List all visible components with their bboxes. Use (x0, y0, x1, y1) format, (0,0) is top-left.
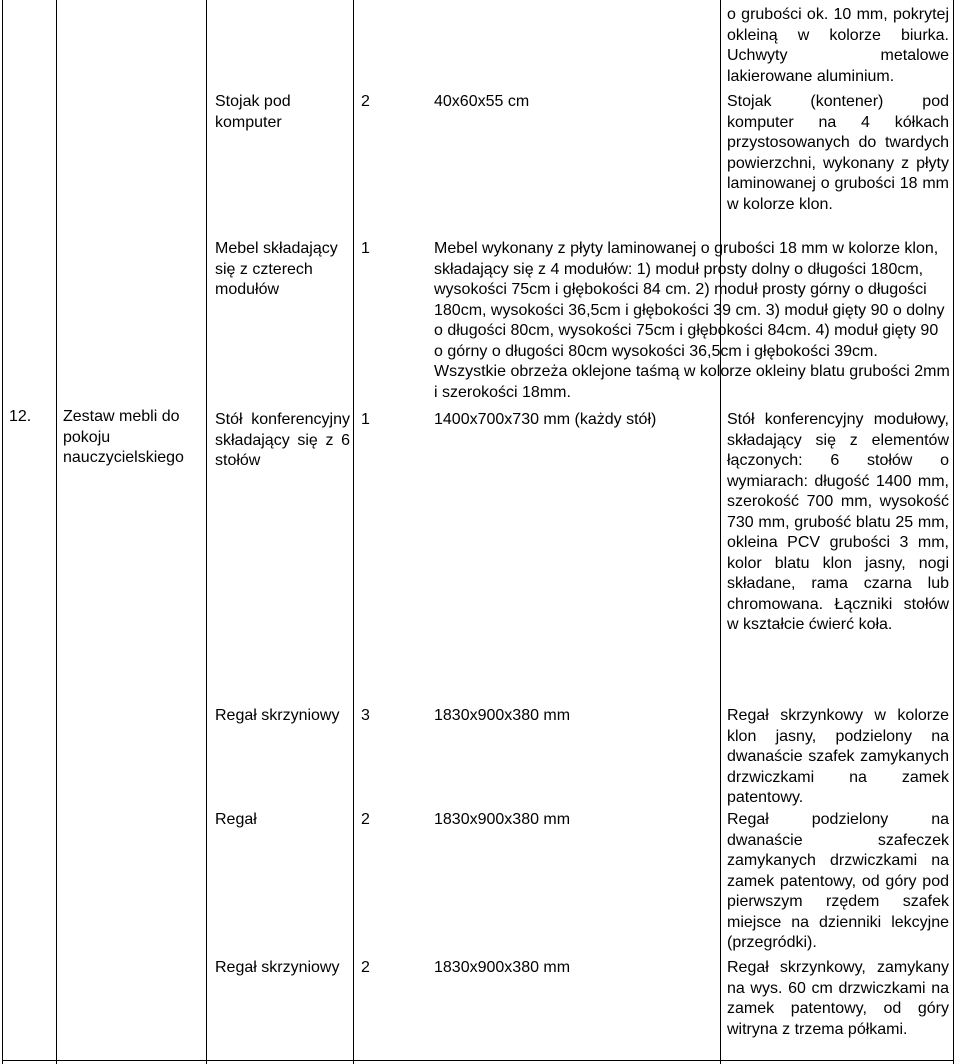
item-name: Regał skrzyniowy (215, 959, 340, 976)
item-name: Mebel składający się z czterech modułów (215, 240, 338, 298)
column-divider-1 (56, 0, 57, 1064)
item-name: Regał skrzyniowy (215, 707, 340, 724)
set-name: Zestaw mebli do pokoju nauczycielskiego (63, 408, 184, 466)
item-name: Regał (215, 811, 257, 828)
item-dimensions: 1830x900x380 mm (434, 811, 571, 828)
item-name: Stojak pod komputer (215, 93, 291, 131)
item-description: Stojak (kontener) pod komputer na 4 kółkach przystosowanych do twardych powierzchni, wykonany z płyty laminowanej o grubości 18 mm w kolorze klon. (727, 93, 949, 213)
item-quantity: 2 (361, 93, 370, 110)
item-quantity: 1 (361, 411, 370, 428)
item-description: Stół konferencyjny modułowy, składający się z elementów łączonych: 6 stołów o wymiarach: długość 1400 mm, szerokość 700 mm, wysokość 730 mm, grubość blatu 25 mm, okleina PCV grubości 3 mm, kolor blatu klon jasny, nogi składane, rama czarna lub chromowana. Łączniki stołów w kształcie ćwierć koła. (727, 411, 949, 633)
item-dimensions: 1830x900x380 mm (434, 707, 571, 724)
column-divider-3 (353, 0, 354, 1064)
item-description: o grubości ok. 10 mm, pokrytej okleiną w kolorze biurka. Uchwyty metalowe lakierowane aluminium. (727, 6, 949, 85)
row-number: 12. (9, 408, 32, 425)
item-quantity: 1 (361, 240, 370, 257)
item-description: Regał podzielony na dwanaście szafeczek zamykanych drzwiczkami na zamek patentowy, od góry pod pierwszym rzędem szafek miejsce na dzienniki lekcyjne (przegródki). (727, 811, 949, 951)
item-dimensions: 1400x700x730 mm (każdy stół) (434, 411, 657, 428)
item-quantity: 2 (361, 959, 370, 976)
table-border-left (2, 0, 3, 1064)
table-border-bottom (2, 1060, 954, 1061)
item-quantity: 3 (361, 707, 370, 724)
item-description: Mebel wykonany z płyty laminowanej o grubości 18 mm w kolorze klon, składający się z 4 modułów: 1) moduł prosty dolny o długości 180cm, wysokości 75cm i głębokości 84 cm. 2) moduł prosty górny o długości 180cm, wysokości 36,5cm i głębokości 39 cm. 3) moduł gięty 90 o dolny o długości 80cm, wysokości 75cm i głębokości 84cm. 4) moduł gięty 90 o górny o długości 80cm wysokości 36,5cm i głębokości 39cm. Wszystkie obrzeża oklejone taśmą w kolorze okleiny blatu grubości 2mm i szerokości 18mm. (434, 240, 950, 401)
item-description: Regał skrzynkowy w kolorze klon jasny, podzielony na dwanaście szafek zamykanych drzwiczkami na zamek patentowy. (727, 707, 949, 806)
item-name: Stół konferencyjny składający się z 6 stołów (215, 411, 350, 469)
item-dimensions: 1830x900x380 mm (434, 959, 571, 976)
item-dimensions: 40x60x55 cm (434, 93, 530, 110)
item-description: Regał skrzynkowy, zamykany na wys. 60 cm drzwiczkami na zamek patentowy, od góry witryna z trzema półkami. (727, 959, 949, 1038)
column-divider-4 (720, 0, 721, 1064)
column-divider-2 (206, 0, 207, 1064)
item-quantity: 2 (361, 811, 370, 828)
table-border-right (953, 0, 954, 1064)
